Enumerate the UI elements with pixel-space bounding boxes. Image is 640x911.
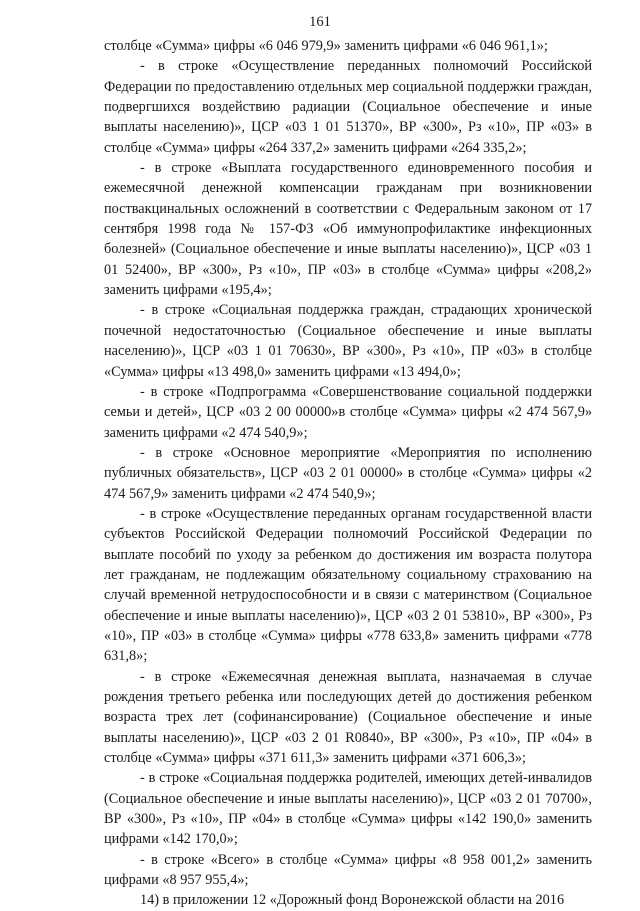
paragraph-amendment-disabled-children: - в строке «Социальная поддержка родителей, имеющих детей-инвалидов (Социальное обеспечение и иные выплаты населению)», ЦСР «03 2 01 70700», ВР «300», Рз «10», ПР «04» в столбце «Сумма» цифры «142 190,0» заменить цифрами «142 170,0»;	[104, 770, 592, 848]
page-number: 161	[309, 14, 331, 30]
paragraph-appendix-12: 14) в приложении 12 «Дорожный фонд Воронежской области на 2016	[140, 892, 565, 909]
document-body	[104, 36, 592, 911]
paragraph-continued: столбце «Сумма» цифры «6 046 979,9» заменить цифрами «6 046 961,1»;	[104, 38, 548, 54]
paragraph-amendment-childcare-allowance: - в строке «Осуществление переданных органам государственной власти субъектов Российской Федерации полномочий Российской Федерации по выплате пособий по уходу за ребенком до достижения им возраста полутора лет гражданам, не подлежащим обязательному социальному страхованию на случай временной нетрудоспособности и в связи с материнством (Социальное обеспечение и иные выплаты населению)», ЦСР «03 2 01 53810», ВР «300», Рз «10», ПР «03» в столбце «Сумма» цифры «778 633,8» заменить цифрами «778 631,8»;	[104, 505, 592, 665]
paragraph-amendment-public-obligations: - в строке «Основное мероприятие «Мероприятия по исполнению публичных обязательств», ЦСР «03 2 01 00000» в столбце «Сумма» цифры «2 474 567,9» заменить цифрами «2 474 540,9»;	[104, 444, 592, 502]
paragraph-amendment-total: - в строке «Всего» в столбце «Сумма» цифры «8 958 001,2» заменить цифрами «8 957 955,4»;	[104, 851, 592, 889]
paragraph-amendment-family-subprogram: - в строке «Подпрограмма «Совершенствование социальной поддержки семьи и детей», ЦСР «03 2 00 00000»в столбце «Сумма» цифры «2 474 567,9» заменить цифрами «2 474 540,9»;	[104, 383, 592, 441]
paragraph-amendment-vaccination: - в строке «Выплата государственного единовременного пособия и ежемесячной денежной компенсации гражданам при возникновении поствакцинальных осложнений в соответствии с Федеральным законом от 17 сентября 1998 года № 157-ФЗ «Об иммунопрофилактике инфекционных болезней» (Социальное обеспечение и иные выплаты населению)», ЦСР «03 1 01 52400», ВР «300», Рз «10», ПР «03» в столбце «Сумма» цифры «208,2» заменить цифрами «195,4»;	[104, 160, 592, 299]
paragraph-amendment-renal: - в строке «Социальная поддержка граждан, страдающих хронической почечной недостаточностью (Социальное обеспечение и иные выплаты населению)», ЦСР «03 1 01 70630», ВР «300», Рз «10», ПР «03» в столбце «Сумма» цифры «13 498,0» заменить цифрами «13 494,0»;	[104, 302, 592, 380]
paragraph-amendment-third-child: - в строке «Ежемесячная денежная выплата, назначаемая в случае рождения третьего ребенка или последующих детей до достижения ребенком возраста трех лет (софинансирование) (Социальное обеспечение и иные выплаты населению)», ЦСР «03 2 01 R0840», ВР «300», Рз «10», ПР «04» в столбце «Сумма» цифры «371 611,3» заменить цифрами «371 606,3»;	[104, 668, 592, 767]
paragraph-amendment-radiation: - в строке «Осуществление переданных полномочий Российской Федерации по предоставлению отдельных мер социальной поддержки граждан, подвергшихся воздействию радиации (Социальное обеспечение и иные выплаты населению)», ЦСР «03 1 01 51370», ВР «300», Рз «10», ПР «03» в столбце «Сумма» цифры «264 337,2» заменить цифрами «264 335,2»;	[104, 58, 592, 156]
